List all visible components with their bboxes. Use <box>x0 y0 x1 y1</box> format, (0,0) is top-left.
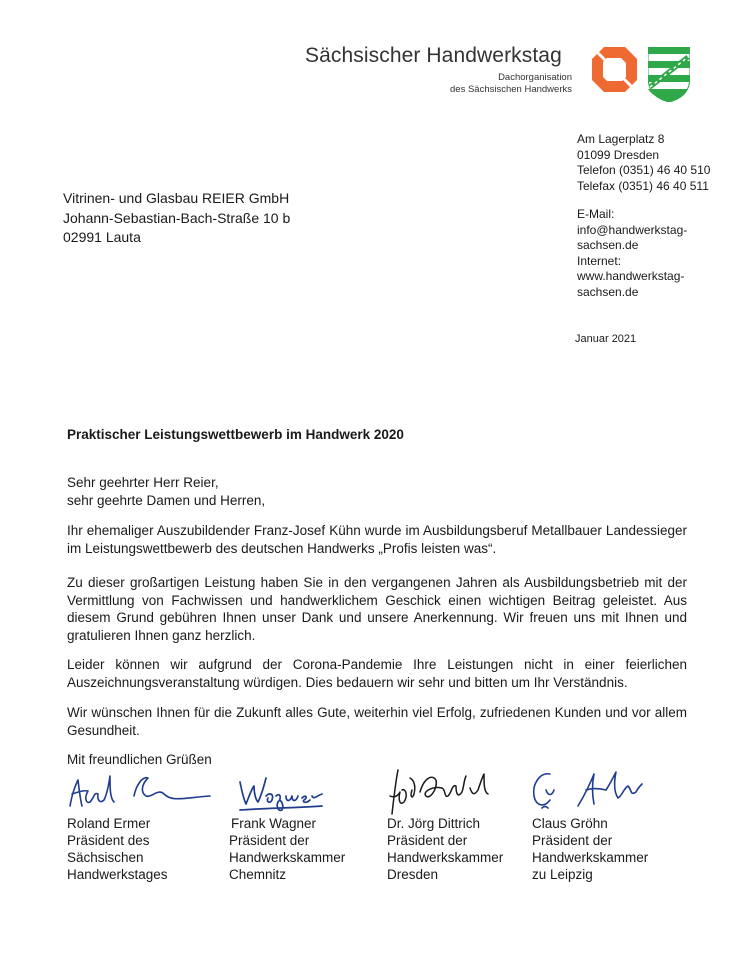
sender-street: Am Lagerplatz 8 <box>577 132 665 146</box>
signer-name: Dr. Jörg Dittrich <box>387 816 481 831</box>
web-link[interactable]: sachsen.de <box>577 284 639 299</box>
closing: Mit freundlichen Grüßen <box>67 752 212 767</box>
body-paragraph: Leider können wir aufgrund der Corona-Pandemie Ihre Leistungen nicht in einer feierlichen Auszeichnungsveranstaltung würdigen. Dies bedauern wir sehr und bitten um Ihr Verständnis. <box>67 657 687 690</box>
sender-city: 01099 Dresden <box>577 147 660 162</box>
signer-role: Präsident der <box>229 833 310 848</box>
signature-joerg-dittrich <box>386 766 506 816</box>
signer-role: Sächsischen <box>67 850 144 865</box>
saxony-coat-of-arms-icon <box>648 47 690 102</box>
handwerkstag-logo-icon <box>592 47 637 92</box>
org-subtitle-line: des Sächsischen Handwerks <box>450 84 572 95</box>
signature-frank-wagner <box>236 766 336 816</box>
signer-role: Präsident des <box>67 833 150 848</box>
signer-block <box>532 815 648 883</box>
web-label: Internet: <box>577 253 622 268</box>
salutation <box>67 474 687 509</box>
web-link[interactable]: www.handwerkstag- <box>577 269 685 283</box>
salutation-line: Sehr geehrter Herr Reier, <box>67 475 219 490</box>
signature-roland-ermer <box>64 766 214 816</box>
recipient-address <box>63 189 290 248</box>
recipient-company: Vitrinen- und Glasbau REIER GmbH <box>63 190 290 206</box>
org-subtitle-line: Dachorganisation <box>498 72 572 83</box>
signer-block <box>229 815 345 883</box>
signer-block <box>387 815 503 883</box>
signer-name: Frank Wagner <box>231 816 317 831</box>
body-paragraph: Ihr ehemaliger Auszubildender Franz-Josef Kühn wurde im Ausbildungsberuf Metallbauer Landessieger im Leistungswettbewerb des deutschen Handwerks „Profis leisten was“. <box>67 523 687 556</box>
signature-claus-groehn <box>528 766 648 816</box>
signer-block <box>67 815 168 883</box>
signer-role: zu Leipzig <box>532 867 593 882</box>
signer-role: Handwerkstages <box>67 867 168 882</box>
signer-name: Roland Ermer <box>67 816 151 831</box>
signer-role: Handwerkskammer <box>532 850 649 865</box>
letter-subject: Praktischer Leistungswettbewerb im Handwerk 2020 <box>67 427 404 442</box>
signer-role: Dresden <box>387 867 439 882</box>
sender-address <box>577 132 710 194</box>
body-paragraph: Wir wünschen Ihnen für die Zukunft alles Gute, weiterhin viel Erfolg, zufriedenen Kunden und vor allem Gesundheit. <box>67 705 687 738</box>
signer-role: Chemnitz <box>229 867 287 882</box>
sender-fax: Telefax (0351) 46 40 511 <box>577 178 709 193</box>
signer-role: Handwerkskammer <box>229 850 346 865</box>
recipient-city: 02991 Lauta <box>63 229 141 245</box>
letter-date: Januar 2021 <box>575 333 637 345</box>
signer-role: Handwerkskammer <box>387 850 504 865</box>
email-link[interactable]: sachsen.de <box>577 238 639 252</box>
sender-phone: Telefon (0351) 46 40 510 <box>577 163 711 177</box>
email-link[interactable]: info@handwerkstag- <box>577 222 688 237</box>
signer-name: Claus Gröhn <box>532 816 608 831</box>
recipient-street: Johann-Sebastian-Bach-Straße 10 b <box>63 209 291 226</box>
org-subtitle <box>450 72 572 96</box>
email-label: E-Mail: <box>577 207 615 221</box>
signer-role: Präsident der <box>387 833 468 848</box>
body-paragraph: Zu dieser großartigen Leistung haben Sie in den vergangenen Jahren als Ausbildungsbetrieb mit der Vermittlung von Fachwissen und handwerklichem Geschick einen wichtigen Beitrag geleistet. Aus diesem Grund gebühren Ihnen unser Dank und unsere Anerkennung. Wir freuen uns mit Ihnen und gratulieren Ihnen ganz herzlich. <box>67 575 687 643</box>
signer-role: Präsident der <box>532 833 613 848</box>
sender-contact <box>577 207 687 300</box>
org-name: Sächsischer Handwerkstag <box>305 44 562 67</box>
salutation-line: sehr geehrte Damen und Herren, <box>67 492 266 508</box>
